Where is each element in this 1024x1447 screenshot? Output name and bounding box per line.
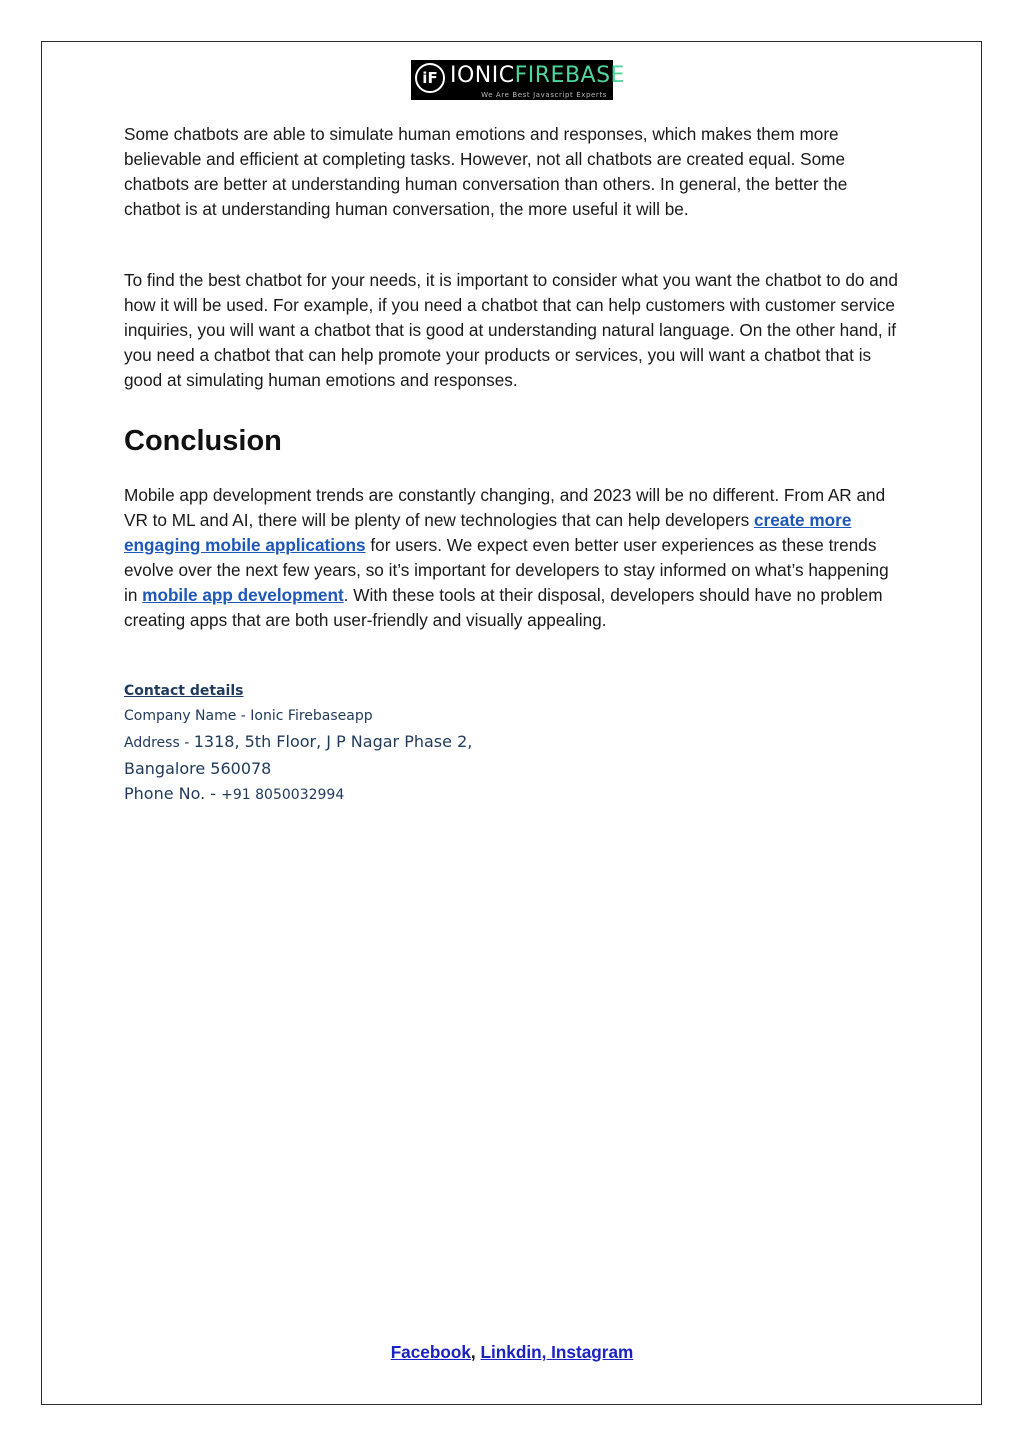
logo-tagline: We Are Best Javascript Experts [481,91,607,99]
logo-word-firebase: FIREBASE [514,63,625,88]
logo-circle-text: iF [422,69,438,87]
conclusion-text-2: for users. We expect even better user experiences as these trends evolve over the next few years, so it’s important for developers to stay informed on what’s happening in [124,535,889,605]
contact-phone [124,781,724,808]
link-create-mobile-applications[interactable]: create more engaging mobile applications [124,510,852,555]
contact-title: Contact details [124,683,244,699]
logo-wordmark [450,63,625,89]
linkedin-instagram-link[interactable]: Linkdin, Instagram [480,1342,634,1362]
phone-number: +91 8050032994 [221,787,345,803]
address-label: Address - [124,735,194,751]
address-line-2: Bangalore 560078 [124,759,272,778]
paragraph-chatbots-emotions: Some chatbots are able to simulate human emotions and responses, which makes them more believable and efficient at completing tasks. However, not all chatbots are created equal. Some chatbots are better at understanding human conversation than others. In general, the better the chatbot is at understanding human conversation, the more useful it will be. [124,124,848,219]
footer-separator: , [470,1342,481,1362]
contact-details [124,679,724,808]
logo-word-ionic: IONIC [450,63,515,88]
conclusion-text-3: . With these tools at their disposal, developers should have no problem creating apps that are both user-friendly and visually appealing. [124,585,883,630]
contact-company: Company Name - Ionic Firebaseapp [124,708,373,724]
facebook-link[interactable]: Facebook [390,1342,471,1362]
social-links-footer [0,1340,1024,1365]
logo-circle-icon [415,63,445,93]
address-line-1: 1318, 5th Floor, J P Nagar Phase 2, [193,732,473,751]
conclusion-text-1: Mobile app development trends are constantly changing, and 2023 will be no different. From AR and VR to ML and AI, there will be plenty of new technologies that can help developers [124,485,886,530]
conclusion-paragraph [124,483,902,633]
phone-label: Phone No. - [124,784,222,803]
conclusion-heading: Conclusion [124,425,282,457]
link-mobile-app-development[interactable]: mobile app development [142,585,344,605]
company-logo [411,60,625,100]
contact-address [124,729,724,756]
paragraph-best-chatbot: To find the best chatbot for your needs, it is important to consider what you want the chatbot to do and how it will be used. For example, if you need a chatbot that can help customers with customer service inquiries, you will want a chatbot that is good at understanding natural language. On the other hand, if you need a chatbot that can help promote your products or services, you will want a chatbot that is good at simulating human emotions and responses. [124,270,898,390]
